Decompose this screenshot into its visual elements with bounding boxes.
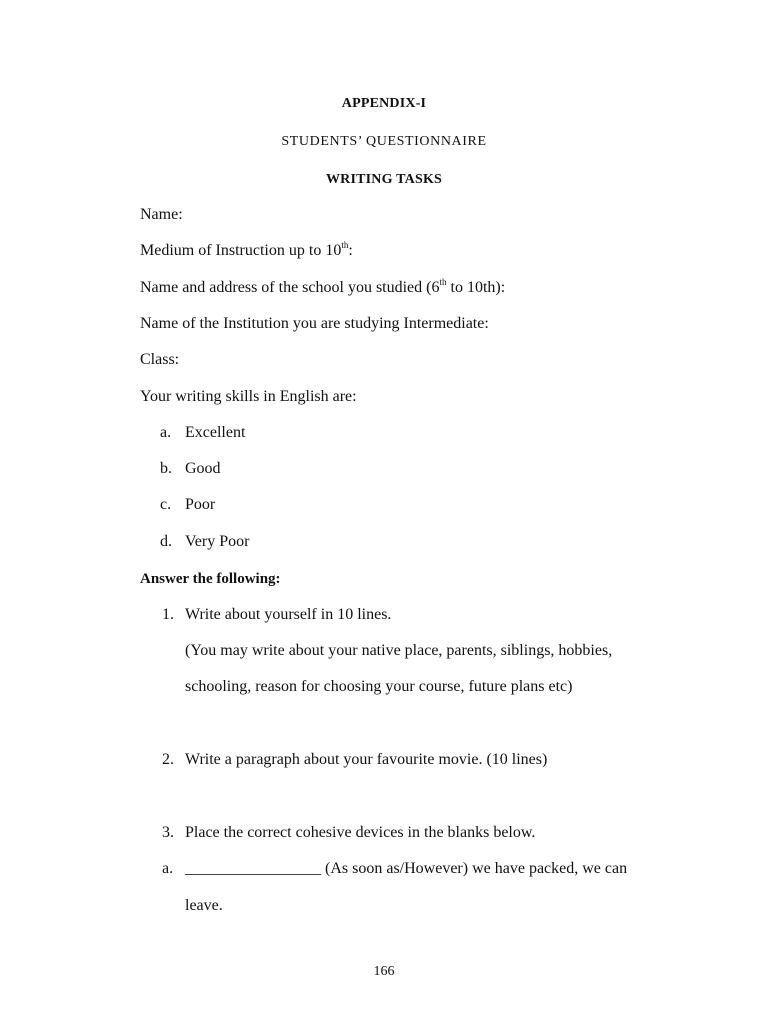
question-3-item-a: a. _________________ (As soon as/However) we have packed, we can <box>162 860 628 877</box>
section-title: WRITING TASKS <box>325 172 443 187</box>
question-1: 1. Write about yourself in 10 lines. <box>162 606 392 623</box>
question-3-item-a-continued: leave. <box>185 897 223 914</box>
question-3: 3. Place the correct cohesive devices in the blanks below. <box>162 824 536 841</box>
option-excellent: a. Excellent <box>160 424 246 441</box>
name-field-label: Name: <box>140 206 183 223</box>
questionnaire-title: STUDENTS’ QUESTIONNAIRE <box>281 134 487 149</box>
option-good: b. Good <box>160 460 221 477</box>
appendix-title: APPENDIX-I <box>341 96 427 111</box>
question-1-hint-line2: schooling, reason for choosing your course, future plans etc) <box>185 678 573 695</box>
question-2: 2. Write a paragraph about your favourite movie. (10 lines) <box>162 751 548 768</box>
institution-field-label: Name of the Institution you are studying Intermediate: <box>140 315 489 332</box>
option-very-poor: d. Very Poor <box>160 533 250 550</box>
school-field-label: Name and address of the school you studied (6th to 10th): <box>140 277 506 296</box>
question-1-hint-line1: (You may write about your native place, parents, siblings, hobbies, <box>185 642 613 659</box>
answer-heading: Answer the following: <box>140 571 281 587</box>
medium-field-label: Medium of Instruction up to 10th: <box>140 240 353 259</box>
option-poor: c. Poor <box>160 496 216 513</box>
page-number: 166 <box>373 964 395 979</box>
skills-question: Your writing skills in English are: <box>140 388 357 405</box>
class-field-label: Class: <box>140 351 180 368</box>
